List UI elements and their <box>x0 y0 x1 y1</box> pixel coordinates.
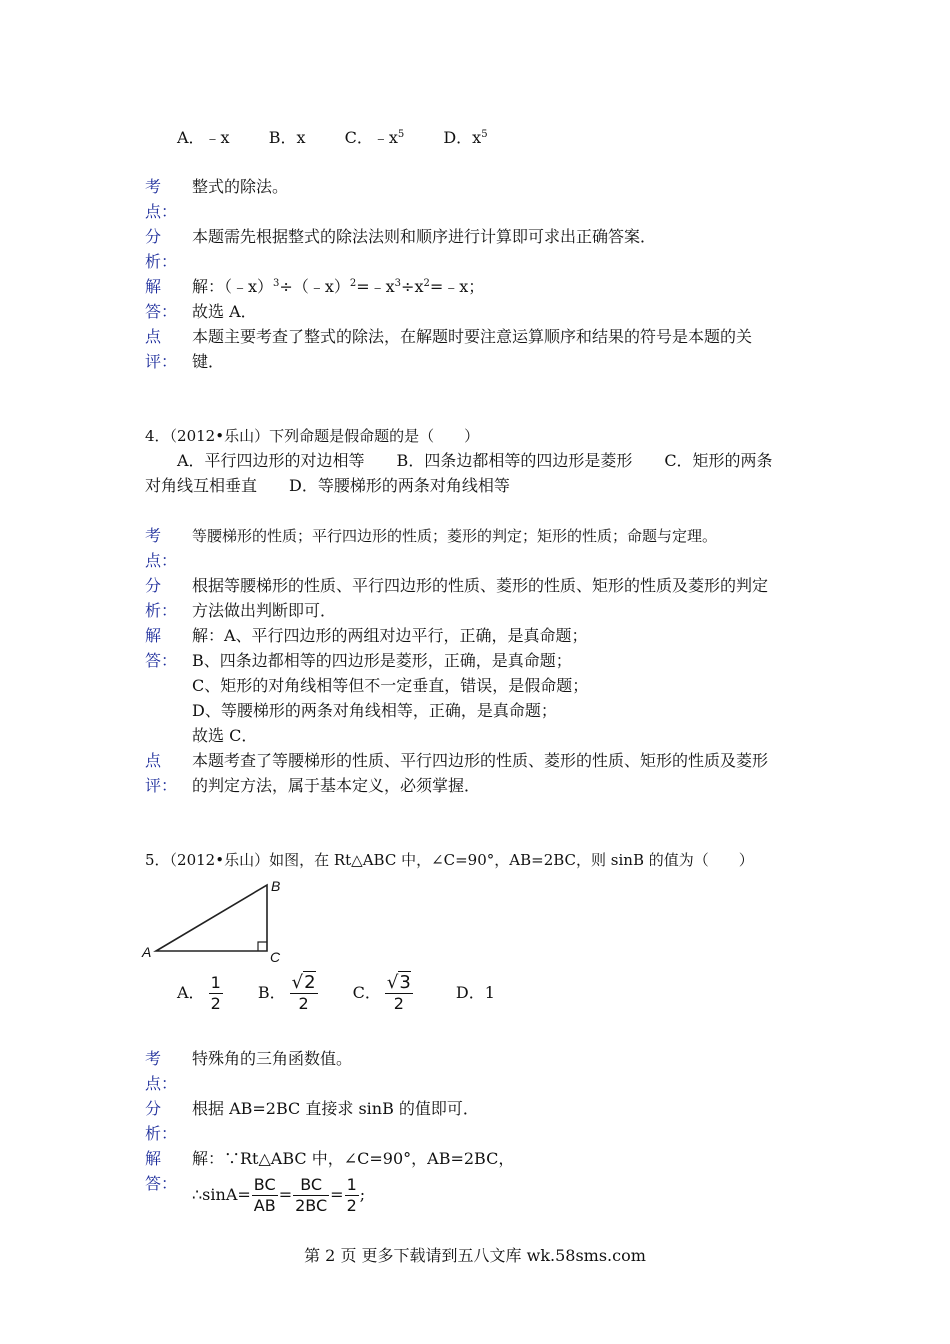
q3-kaodian-label-1: 考 <box>145 177 162 196</box>
triangle-figure <box>140 874 290 964</box>
q3-options <box>177 128 488 148</box>
q5-kaodian: 特殊角的三角函数值。 <box>192 1049 353 1068</box>
q5-fenxi-label-2: 析： <box>145 1124 178 1143</box>
q4-fenxi-line-2: 方法做出判断即可． <box>192 601 337 620</box>
q4-jieda-line-1: 解：A、平行四边形的两组对边平行，正确，是真命题； <box>192 626 588 645</box>
q4-jieda-label-1: 解 <box>145 626 162 645</box>
q3-kaodian: 整式的除法。 <box>192 177 289 196</box>
q5-options <box>177 970 495 1018</box>
q3-kaodian-label-2: 点： <box>145 202 178 221</box>
q5-option-b: B． $\frac{√2}{2}$ <box>257 972 316 1013</box>
q3-option-a: A．﹣x <box>177 128 230 147</box>
q3-dianping-label-2: 评： <box>145 352 178 371</box>
q3-jieda-label-1: 解 <box>145 277 162 296</box>
q3-dianping-label-1: 点 <box>145 327 162 346</box>
vertex-label-a: A <box>142 944 152 960</box>
q3-dianping-line-2: 键． <box>192 352 225 371</box>
q4-jieda-line-2: B、四条边都相等的四边形是菱形，正确，是真命题； <box>192 651 572 670</box>
q4-jieda-line-4: D、等腰梯形的两条对角线相等，正确，是真命题； <box>192 701 557 720</box>
q3-jieda-line-1: 解：$(﹣x)^3\div(﹣x)^2=﹣x^3\div x^2=﹣x$； <box>192 277 485 296</box>
q4-fenxi-label-1: 分 <box>145 576 162 595</box>
right-angle-mark <box>258 942 267 951</box>
vertex-label-c: C <box>270 949 281 964</box>
q4-dianping-line-2: 的判定方法，属于基本定义，必须掌握． <box>192 776 481 795</box>
q5-fenxi: 根据 AB=2BC 直接求 sinB 的值即可． <box>192 1099 479 1118</box>
q3-jieda-line-2: 故选 A． <box>192 302 257 321</box>
q5-option-a: A． $\frac{1}{2}$ <box>177 973 221 1013</box>
q5-jieda-label-2: 答： <box>145 1174 178 1193</box>
triangle-abc <box>156 885 267 951</box>
q4-jieda-line-3: C、矩形的对角线相等但不一定垂直，错误，是假命题； <box>192 676 589 695</box>
q3-option-d: D．$x^5$ <box>443 128 488 147</box>
q3-option-c: C．$﹣x^5$ <box>344 128 405 147</box>
q4-fenxi-label-2: 析： <box>145 601 178 620</box>
q5-kaodian-label-1: 考 <box>145 1049 162 1068</box>
q3-fenxi-label-2: 析： <box>145 252 178 271</box>
q3-dianping-line-1: 本题主要考查了整式的除法，在解题时要注意运算顺序和结果的符号是本题的关 <box>192 327 753 346</box>
q5-jieda-line-2: ∴sinA= $\frac{BC}{AB}$ = $\frac{BC}{2BC}$ = $\frac{1}{2}$ ; <box>192 1175 366 1215</box>
q3-fenxi-label-1: 分 <box>145 227 162 246</box>
q5-option-d: D．1 <box>455 983 495 1002</box>
q4-kaodian-label-2: 点： <box>145 551 178 570</box>
q5-jieda-label-1: 解 <box>145 1149 162 1168</box>
q4-dianping-label-2: 评： <box>145 776 178 795</box>
q3-fenxi: 本题需先根据整式的除法法则和顺序进行计算即可求出正确答案． <box>192 227 657 246</box>
q4-jieda-line-5: 故选 C． <box>192 726 258 745</box>
q4-options-line-1: A．平行四边形的对边相等 B．四条边都相等的四边形是菱形 C．矩形的两条 <box>177 451 773 470</box>
q4-dianping-line-1: 本题考查了等腰梯形的性质、平行四边形的性质、菱形的性质、矩形的性质及菱形 <box>192 751 769 770</box>
q4-options-line-2: 对角线互相垂直 D．等腰梯形的两条对角线相等 <box>145 476 510 495</box>
q5-stem: 5．（2012•乐山）如图，在 Rt△ABC 中，∠C=90°，AB=2BC，则 sinB 的值为（ ） <box>145 851 754 869</box>
q4-kaodian-label-1: 考 <box>145 526 162 545</box>
q5-jieda-line-1: 解：∵Rt△ABC 中，∠C=90°，AB=2BC， <box>192 1149 515 1168</box>
q4-fenxi-line-1: 根据等腰梯形的性质、平行四边形的性质、菱形的性质、矩形的性质及菱形的判定 <box>192 576 769 595</box>
vertex-label-b: B <box>271 878 281 894</box>
q3-option-b: B．x <box>268 128 306 147</box>
q5-fenxi-label-1: 分 <box>145 1099 162 1118</box>
page-footer: 第 2 页 更多下载请到五八文库 wk.58sms.com <box>304 1246 646 1265</box>
q4-stem: 4．（2012•乐山）下列命题是假命题的是（ ） <box>145 427 480 445</box>
q3-jieda-label-2: 答： <box>145 302 178 321</box>
q5-kaodian-label-2: 点： <box>145 1074 178 1093</box>
q4-dianping-label-1: 点 <box>145 751 162 770</box>
q5-option-c: C． $\frac{√3}{2}$ <box>352 972 411 1013</box>
q4-kaodian: 等腰梯形的性质；平行四边形的性质；菱形的判定；矩形的性质；命题与定理。 <box>192 527 718 545</box>
q4-jieda-label-2: 答： <box>145 651 178 670</box>
